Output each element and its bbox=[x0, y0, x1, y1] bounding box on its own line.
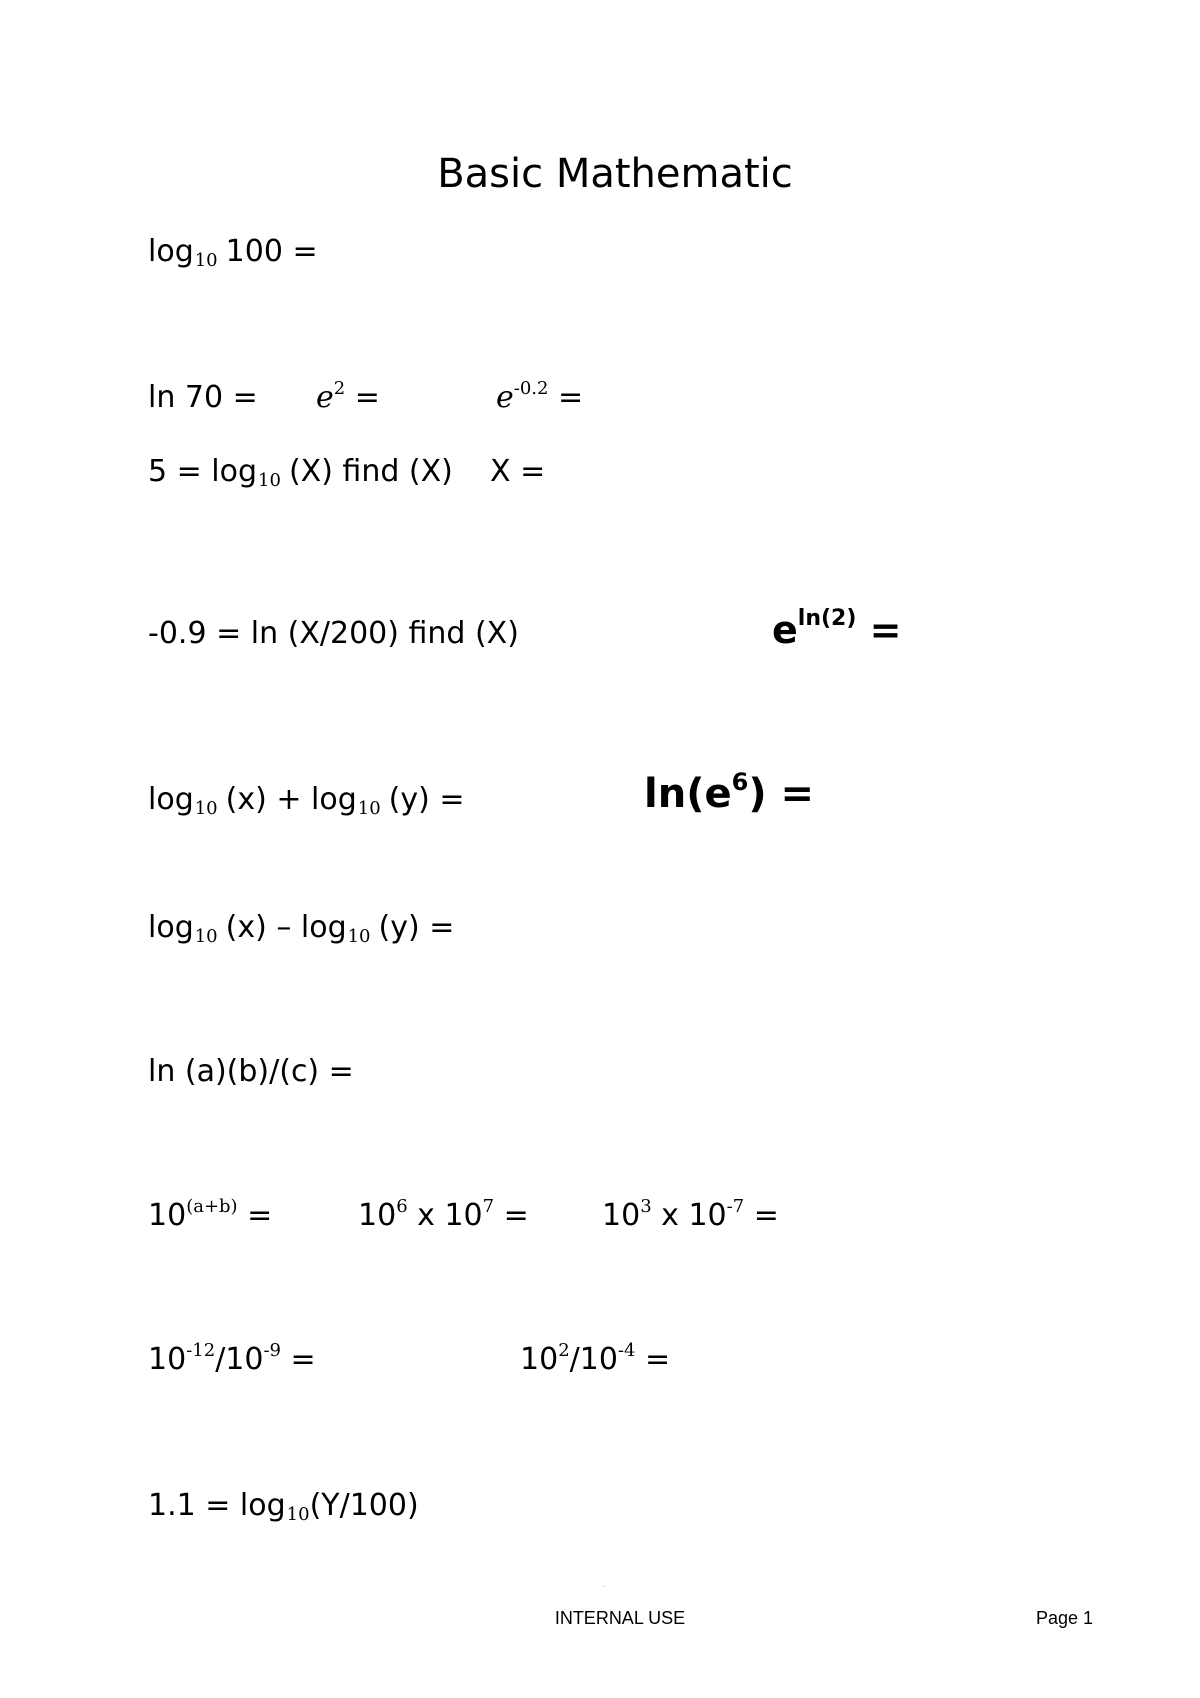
question-10-3-times-10-neg-7 bbox=[602, 1196, 779, 1240]
q9-b-post: = bbox=[635, 1342, 671, 1377]
q5-b-post: ) = bbox=[748, 771, 815, 817]
q2-a: ln 70 = bbox=[148, 380, 258, 415]
q8-c-exp2: -7 bbox=[726, 1196, 745, 1217]
question-e-neg-0-2 bbox=[496, 378, 583, 422]
question-10-a-plus-b bbox=[148, 1196, 272, 1240]
q6-p1: log bbox=[148, 910, 194, 945]
q8-c-exp1: 3 bbox=[640, 1196, 652, 1217]
q8-b-base1: 10 bbox=[358, 1198, 397, 1233]
q5-s1: 10 bbox=[194, 798, 218, 819]
q8-a-post: = bbox=[237, 1198, 273, 1233]
question-e-squared bbox=[316, 378, 380, 422]
q8-c-base1: 10 bbox=[602, 1198, 641, 1233]
q5-p1: log bbox=[148, 782, 194, 817]
stray-dot: . bbox=[603, 1580, 606, 1589]
q3-sub: 10 bbox=[258, 470, 281, 491]
question-ln-e6 bbox=[644, 768, 815, 819]
question-ln-70 bbox=[148, 378, 258, 418]
question-find-x-ln bbox=[148, 614, 519, 654]
q8-a-exp: (a+b) bbox=[186, 1196, 238, 1217]
q3-post: (X) find (X) bbox=[288, 454, 453, 489]
q10-sub: 10 bbox=[286, 1504, 310, 1525]
q8-a-base: 10 bbox=[148, 1198, 187, 1233]
q8-b-exp2: 7 bbox=[482, 1196, 495, 1217]
q1-sub: 10 bbox=[194, 250, 218, 271]
q4-b-exp: ln(2) bbox=[797, 606, 857, 631]
q10-post: (Y/100) bbox=[309, 1488, 419, 1523]
q2-c-exp: -0.2 bbox=[513, 378, 549, 399]
question-10-neg-12-over-10-neg-9 bbox=[148, 1340, 316, 1384]
q9-a-base1: 10 bbox=[148, 1342, 187, 1377]
question-x-answer bbox=[490, 452, 545, 492]
page-title: Basic Mathematic bbox=[437, 151, 793, 197]
question-find-x-log bbox=[148, 452, 453, 496]
q9-b-exp2: -4 bbox=[617, 1340, 636, 1361]
q9-a-post: = bbox=[281, 1342, 316, 1377]
q5-s2: 10 bbox=[357, 798, 381, 819]
q1-post: 100 = bbox=[225, 234, 318, 269]
footer-classification: INTERNAL USE bbox=[554, 1608, 686, 1628]
q3-ans: X = bbox=[490, 454, 546, 489]
q7-text: ln (a)(b)/(c) = bbox=[148, 1054, 354, 1089]
q1-pre: log bbox=[148, 234, 194, 269]
question-ln-abc bbox=[148, 1052, 354, 1092]
q5-b-pre: ln(e bbox=[644, 771, 732, 817]
q9-a-exp1: -12 bbox=[186, 1340, 216, 1361]
q2-b-base: e bbox=[316, 380, 334, 415]
q6-p3: (y) = bbox=[378, 910, 455, 945]
q6-s2: 10 bbox=[347, 926, 371, 947]
q3-pre: 5 = log bbox=[148, 454, 258, 489]
footer-page-number: Page 1 bbox=[1036, 1608, 1094, 1628]
q4-a: -0.9 = ln (X/200) find (X) bbox=[148, 616, 519, 651]
question-10-6-times-10-7 bbox=[358, 1196, 529, 1240]
q2-c-base: e bbox=[496, 380, 514, 415]
q8-b-mid: x 10 bbox=[407, 1198, 483, 1233]
q5-b-exp: 6 bbox=[731, 768, 749, 796]
q4-b-post: = bbox=[856, 608, 902, 652]
q9-a-mid: /10 bbox=[215, 1342, 264, 1377]
q8-c-mid: x 10 bbox=[651, 1198, 727, 1233]
q9-b-base1: 10 bbox=[520, 1342, 559, 1377]
q5-p2: (x) + log bbox=[225, 782, 357, 817]
question-find-y bbox=[148, 1486, 419, 1530]
q10-pre: 1.1 = log bbox=[148, 1488, 286, 1523]
q9-a-exp2: -9 bbox=[263, 1340, 282, 1361]
q6-s1: 10 bbox=[194, 926, 218, 947]
q8-c-post: = bbox=[744, 1198, 779, 1233]
q2-b-post: = bbox=[345, 380, 380, 415]
q8-b-post: = bbox=[494, 1198, 529, 1233]
q5-p3: (y) = bbox=[388, 782, 465, 817]
question-10-2-over-10-neg-4 bbox=[520, 1340, 670, 1384]
question-e-ln-2 bbox=[772, 606, 902, 657]
q9-b-exp1: 2 bbox=[558, 1340, 570, 1361]
question-log-sum bbox=[148, 780, 465, 824]
q2-b-exp: 2 bbox=[333, 378, 346, 399]
question-log-100 bbox=[148, 232, 318, 276]
q2-c-post: = bbox=[548, 380, 584, 415]
question-log-difference bbox=[148, 908, 454, 952]
q6-p2: (x) – log bbox=[225, 910, 347, 945]
q9-b-mid: /10 bbox=[569, 1342, 618, 1377]
q4-b-base: e bbox=[772, 608, 798, 652]
q8-b-exp1: 6 bbox=[396, 1196, 408, 1217]
